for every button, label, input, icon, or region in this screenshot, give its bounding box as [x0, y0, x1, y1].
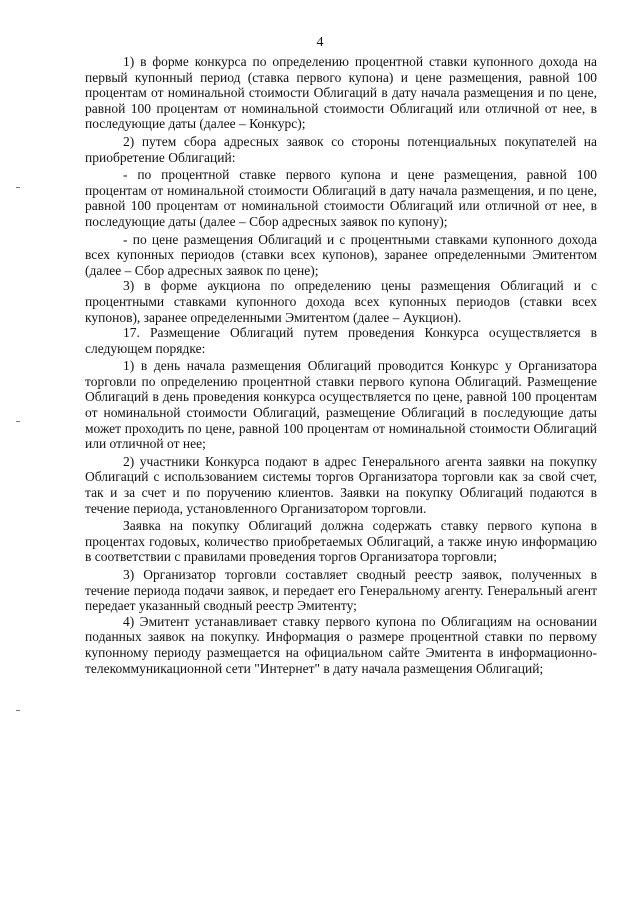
paragraph: 17. Размещение Облигаций путем проведения Конкурса осуществляется в следующем порядке: [85, 325, 597, 356]
paragraph: 1) в форме конкурса по определению процентной ставки купонного дохода на первый купонный период (ставка первого купона) и цене размещения, равной 100 процентам от номинальной стоимости Облигаций в дату начала размещения и по цене, равной 100 процентам от номинальной стоимости Облигаций или отличной от нее, в последующие даты (далее – Конкурс); [85, 54, 597, 132]
paragraph: - по процентной ставке первого купона и цене размещения, равной 100 процентам от номинальной стоимости Облигаций в дату начала размещения, и по цене, равной 100 процентам от номинальной стоимости Облигаций или отличной от нее, в последующие даты (далее – Сбор адресных заявок по купону); [85, 167, 597, 229]
margin-mark [16, 187, 20, 188]
document-body [85, 54, 597, 676]
margin-mark [16, 710, 20, 711]
paragraph: Заявка на покупку Облигаций должна содержать ставку первого купона в процентах годовых, количество приобретаемых Облигаций, а также иную информацию в соответствии с правилами проведения торгов Организатора торговли; [85, 518, 597, 565]
paragraph: 3) в форме аукциона по определению цены размещения Облигаций и с процентными ставками купонного дохода всех купонных периодов (ставки всех купонов), заранее определенными Эмитентом (далее – Аукцион). [85, 278, 597, 325]
paragraph: 2) участники Конкурса подают в адрес Генерального агента заявки на покупку Облигаций с использованием системы торгов Организатора торговли как за свой счет, так и за счет и по поручению клиентов. Заявки на покупку Облигаций подаются в течение периода, установленного Организатором торговли. [85, 453, 597, 516]
paragraph: - по цене размещения Облигаций и с процентными ставками купонного дохода всех купонных периодов (ставки всех купонов), заранее определенными Эмитентом (далее – Сбор адресных заявок по цене); [85, 231, 597, 278]
paragraph: 3) Организатор торговли составляет сводный реестр заявок, полученных в течение периода подачи заявок, и передает его Генеральному агенту. Генеральный агент передает указанный сводный реестр Эмитенту; [85, 567, 597, 614]
page-number: 4 [316, 35, 324, 50]
margin-mark [16, 421, 20, 422]
paragraph: 2) путем сбора адресных заявок со стороны потенциальных покупателей на приобретение Облигаций: [85, 133, 597, 165]
paragraph: 1) в день начала размещения Облигаций проводится Конкурс у Организатора торговли по определению процентной ставки первого купона Облигаций. Размещение Облигаций в день проведения конкурса осуществляется по цене, равной 100 процентам от номинальной стоимости Облигаций, размещение Облигаций в последующие даты может проходить по цене, равной 100 процентам от номинальной стоимости Облигаций или отличной от нее; [85, 358, 597, 452]
paragraph: 4) Эмитент устанавливает ставку первого купона по Облигациям на основании поданных заявок на покупку. Информация о размере процентной ставки по первому купонному периоду размещается на официальном сайте Эмитента в информационно-телекоммуникационной сети "Интернет" в дату начала размещения Облигаций; [85, 613, 597, 676]
